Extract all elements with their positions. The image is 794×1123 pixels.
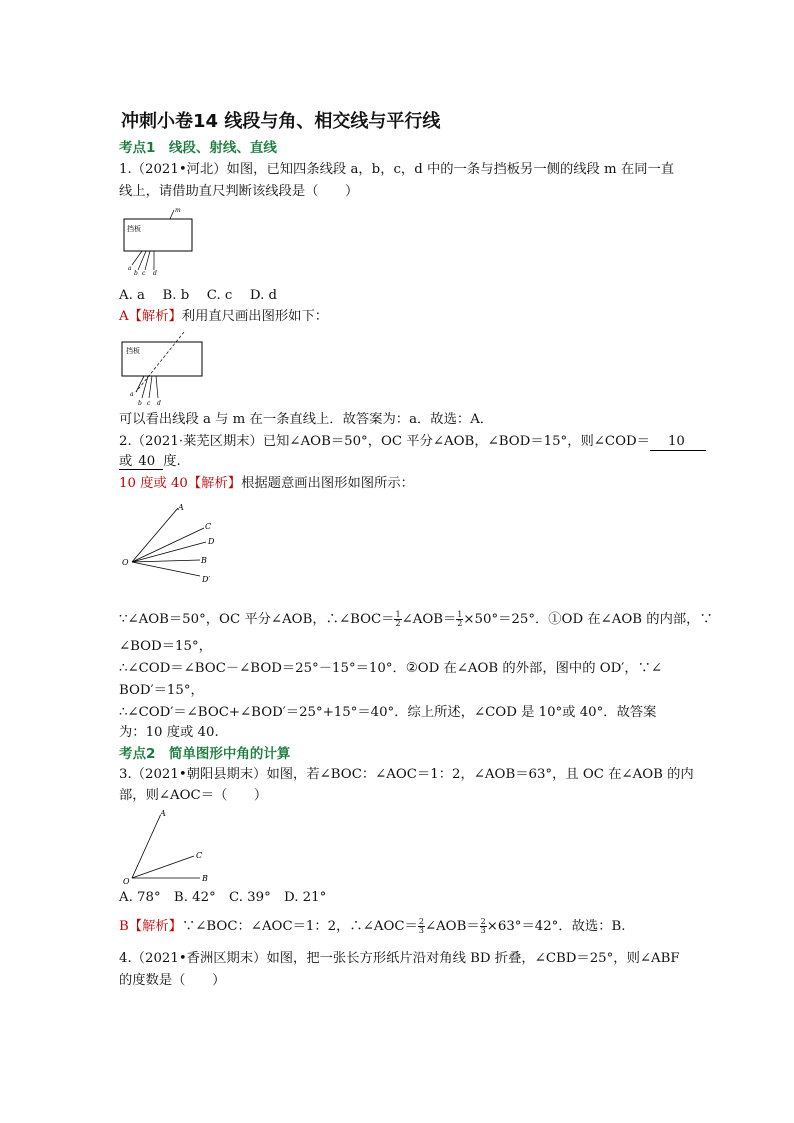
q2-solution-6: 为：10 度或 40. xyxy=(119,725,219,740)
svg-text:b: b xyxy=(138,400,142,407)
q2-answer-line: 10 度或 40【解析】根据题意画出图形如图所示： xyxy=(119,476,414,491)
svg-text:c: c xyxy=(142,270,146,277)
q3-text-line2: 部，则∠AOC＝（ ） xyxy=(119,788,268,803)
q3-options: A. 78° B. 42° C. 39° D. 21° xyxy=(119,890,327,905)
section-heading-2: 考点2 简单图形中角的计算 xyxy=(119,746,291,762)
svg-text:d: d xyxy=(157,400,161,407)
q1-text-line2: 线上，请借助直尺判断该线段是（ ） xyxy=(119,184,359,199)
segment-m xyxy=(170,210,174,219)
q2-solution-5: ∴∠COD′＝∠BOC+∠BOD′＝25°+15°＝40°．综上所述，∠COD 是 10°或 40°．故答案 xyxy=(119,705,657,720)
svg-text:O: O xyxy=(122,558,129,567)
q1-figure xyxy=(118,204,200,280)
q3-text-line1: 3.（2021•朝阳县期末）如图，若∠BOC：∠AOC＝1：2，∠AOB＝63°，且 OC 在∠AOB 的内 xyxy=(119,767,694,782)
q4-text-line1: 4.（2021•香洲区期末）如图，把一张长方形纸片沿对角线 BD 折叠，∠CBD＝25°，则∠ABF xyxy=(119,951,680,966)
q2-solution-1: ∵∠AOB＝50°，OC 平分∠AOB，∴∠BOC＝ $\frac{1}{2}$ ∠AOB＝ $\frac{1}{2}$ ×50°＝25°．①OD 在∠AOB 的内部，∵ xyxy=(119,610,713,628)
svg-text:D′: D′ xyxy=(202,575,211,584)
q1-options: A. a B. b C. c D. d xyxy=(119,288,278,303)
q2-solution-4: BOD′＝15°， xyxy=(119,683,204,698)
q1-answer-line: A【解析】利用直尺画出图形如下： xyxy=(119,309,329,324)
svg-text:C: C xyxy=(205,522,212,531)
q3-figure xyxy=(120,806,216,888)
board-label: 挡板 xyxy=(127,225,141,233)
page-title: 冲刺小卷14 线段与角、相交线与平行线 xyxy=(121,111,441,132)
q3-answer-line: B【解析】∵∠BOC：∠AOC＝1：2，∴∠AOC＝ $\frac{2}{3}$ ∠AOB＝ $\frac{2}{3}$ ×63°＝42°．故选：B. xyxy=(119,917,626,935)
svg-text:b: b xyxy=(134,270,138,277)
q2-solution-2: ∠BOD＝15°， xyxy=(119,639,212,654)
svg-text:B: B xyxy=(202,874,208,883)
q1-text-line1: 1.（2021•河北）如图，已知四条线段 a，b，c，d 中的一条与挡板另一侧的线段 m 在同一直 xyxy=(119,162,675,177)
svg-text:O: O xyxy=(123,877,130,886)
q1-conclusion: 可以看出线段 a 与 m 在一条直线上．故答案为：a．故选：A． xyxy=(119,412,494,427)
svg-text:C: C xyxy=(196,851,203,860)
q4-text-line2: 的度数是（ ） xyxy=(119,973,226,988)
section-heading-1: 考点1 线段、射线、直线 xyxy=(119,140,277,156)
label-m: m xyxy=(175,207,181,214)
q2-text-line1: 2.（2021·莱芜区期末）已知∠AOB＝50°，OC 平分∠AOB，∠BOD＝15°，则∠COD＝ 10 xyxy=(119,434,706,451)
q2-figure xyxy=(120,498,230,590)
q1-solution-figure xyxy=(118,330,208,408)
svg-text:a: a xyxy=(128,265,132,272)
svg-text:B: B xyxy=(201,556,207,565)
q2-solution-3: ∴∠COD＝∠BOC－∠BOD＝25°－15°＝10°．②OD 在∠AOB 的外部，图中的 OD′，∵∠ xyxy=(119,661,663,676)
svg-text:c: c xyxy=(147,400,151,407)
q2-text-line2: 或 40 度. xyxy=(119,454,181,469)
svg-text:A: A xyxy=(178,503,184,512)
svg-text:D: D xyxy=(208,537,215,546)
svg-text:挡板: 挡板 xyxy=(126,347,140,355)
svg-text:a: a xyxy=(130,391,134,398)
svg-text:A: A xyxy=(160,809,166,818)
svg-text:d: d xyxy=(153,270,157,277)
